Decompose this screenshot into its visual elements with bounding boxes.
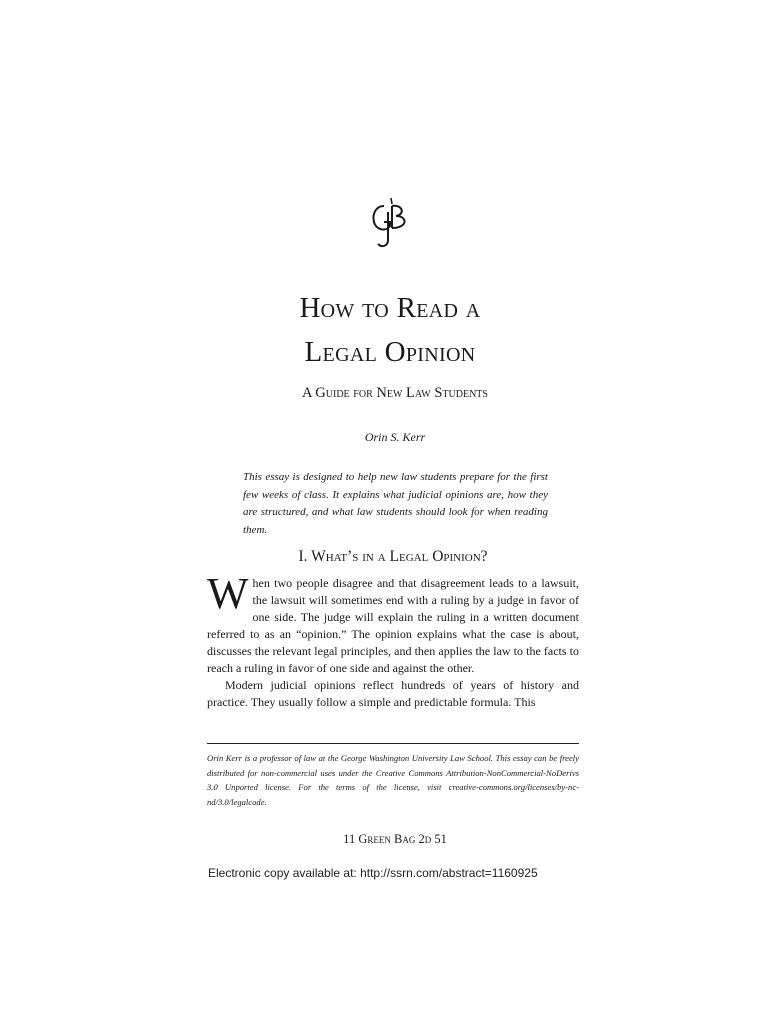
paragraph-2: Modern judicial opinions reflect hundreds of years of history and practice. They usually follow a simple and predictable formula. This bbox=[207, 678, 579, 709]
paragraph-1 bbox=[207, 569, 579, 677]
ssrn-notice: Electronic copy available at: http://ssrn.com/abstract=1160925 bbox=[208, 866, 538, 880]
footnote-divider bbox=[207, 743, 579, 744]
paragraph-1-text: hen two people disagree and that disagreement leads to a lawsuit, the lawsuit will sometimes end with a ruling by a judge in favor of one side. The judge will explain the ruling in a written document referred to as an “opinion.” The opinion explains what the case is about, discusses the relevant legal principles, and then applies the law to the facts to reach a ruling in favor of one side and against the other. bbox=[207, 576, 579, 675]
title-line-1: How to Read a bbox=[299, 292, 481, 324]
paper-title bbox=[200, 286, 580, 374]
journal-citation: 11 Green Bag 2d 51 bbox=[343, 832, 447, 846]
abstract: This essay is designed to help new law students prepare for the first few weeks of class. It explains what judicial opinions are, how they are structured, and what law students should look for when reading them. bbox=[243, 471, 548, 536]
green-bag-monogram-icon bbox=[362, 192, 420, 254]
footnote: Orin Kerr is a professor of law at the George Washington University Law School. This essay can be freely distributed for non-commercial uses under the Creative Commons Attribution-NonCommercial-NoDerivs 3.0 Unported license. For the terms of the license, visit creative-commons.org/licenses/by-nc-nd/3.0/legalcode. bbox=[207, 753, 579, 807]
section-heading: I. What’s in a Legal Opinion? bbox=[298, 548, 488, 565]
title-line-2: Legal Opinion bbox=[304, 336, 476, 368]
paper-subtitle: A Guide for New Law Students bbox=[302, 385, 488, 401]
body-text bbox=[207, 569, 579, 711]
author-name: Orin S. Kerr bbox=[364, 430, 426, 444]
drop-cap: W bbox=[207, 569, 249, 618]
